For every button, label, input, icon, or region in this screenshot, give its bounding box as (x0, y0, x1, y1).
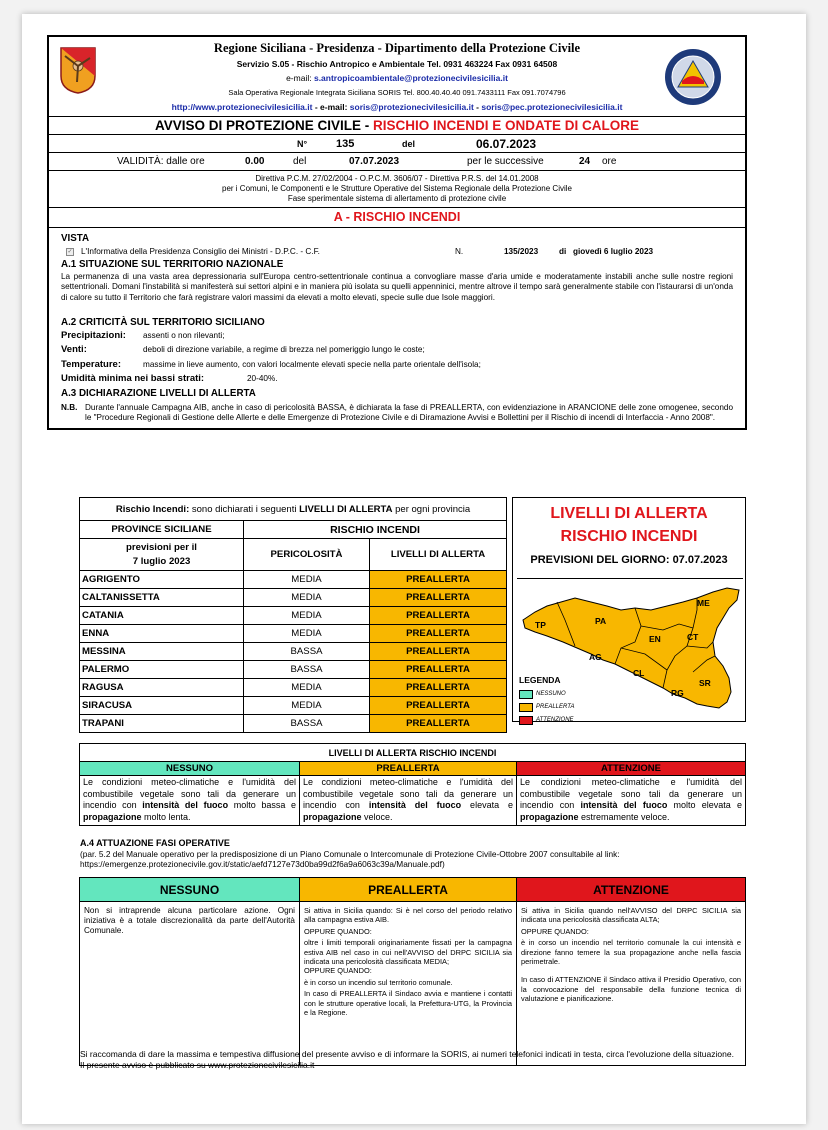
table-row (80, 643, 507, 661)
soris-email-link[interactable]: soris@protezionecivilesicilia.it (349, 102, 474, 112)
legend-swatch (519, 703, 533, 712)
a1-heading: A.1 SITUAZIONE SUL TERRITORIO NAZIONALE (61, 258, 284, 270)
legend-swatch (519, 716, 533, 725)
province-name: ENNA (80, 625, 244, 643)
alert-level: PREALLERTA (370, 607, 507, 625)
a4-heading: A.4 ATTUAZIONE FASI OPERATIVE (80, 838, 230, 848)
levels-box-subtitle: RISCHIO INCENDI (560, 528, 698, 545)
legend-item: ATTENZIONE (519, 714, 561, 727)
phase-attenzione-header: ATTENZIONE (517, 878, 746, 902)
province-name: PALERMO (80, 661, 244, 679)
danger-level: BASSA (244, 643, 370, 661)
alert-level: PREALLERTA (370, 661, 507, 679)
a1-text: La permanenza di una vasta area depressionaria sull'Europa centro-settentrionale continua a convogliare masse d'aria umide e moderatamente instabili anche sulle nostre regioni settentrionali. Domani l'instabilità si manifesterà sui settori alpini e in maniera più isolata su quelli appenninici, mentre altrove il tempo sarà generalmente stabile con l'istaurarsi di un'onda di calore su tutto il Territorio che farà registrare valori massimi da elevati a molto elevati, specie sulle due Isole maggiori. (61, 271, 733, 303)
a2-heading: A.2 CRITICITÀ SUL TERRITORIO SICILIANO (61, 316, 265, 328)
alert-level: PREALLERTA (370, 625, 507, 643)
level-header: PREALLERTA (300, 762, 517, 776)
map-legend: LEGENDA NESSUNO PREALLERTA ATTENZIONE (519, 675, 561, 727)
levels-table-title: LIVELLI DI ALLERTA RISCHIO INCENDI (80, 744, 746, 762)
nb-note: N.B. Durante l'annuale Campagna AIB, anche in caso di pericolosità BASSA, è dichiarata la fase di PREALLERTA, con evidenziazione in ARANCIONE delle zone omogenee, secondo le "Procedure Regionali di Gestione delle Allerte e delle Emergenze di Protezione Civile e di Diramazione Avvisi e Bollettini per il Rischio di incendi di Interfaccia - Anno 2008". (61, 402, 733, 423)
wind-row: Venti: deboli di direzione variabile, a regime di brezza nel pomeriggio lungo le coste; (61, 344, 425, 356)
contacts-line: http://www.protezionecivilesicilia.it - e-mail: soris@protezionecivilesicilia.it - soris@pec.protezionecivilesicilia.it (171, 102, 623, 112)
organization-name: Regione Siciliana - Presidenza - Dipartimento della Protezione Civile (213, 41, 581, 55)
province-name: SIRACUSA (80, 697, 244, 715)
province-name: RAGUSA (80, 679, 244, 697)
soris-line: Sala Operativa Regionale Integrata Siciliana SORIS Tel. 800.40.40.40 091.7433111 Fax 091.7074796 (228, 88, 566, 97)
directive-block: Direttiva P.C.M. 27/02/2004 - O.P.C.M. 3606/07 - Direttiva P.R.S. del 14.01.2008 per i Comuni, le Componenti e le Strutture Operative del Sistema Regionale della Protezione Civile Fase sperimentale sistema di allertamento di protezione civile (49, 171, 745, 208)
bulletin-title: AVVISO DI PROTEZIONE CIVILE - RISCHIO INCENDI E ONDATE DI CALORE (49, 117, 745, 135)
alert-levels-description-table (79, 743, 746, 826)
table-caption: Rischio Incendi: sono dichiarati i seguenti LIVELLI DI ALLERTA per ogni provincia (80, 498, 507, 521)
letterhead (49, 37, 745, 117)
level-description: Le condizioni meteo-climatiche e l'umidità del combustibile vegetale sono tali da generare un incendio con intensità del fuoco elevata e propagazione veloce. (300, 776, 517, 826)
alert-levels-map-box (512, 497, 746, 722)
province-map-label: AG (589, 652, 602, 662)
province-map-label: SR (699, 678, 711, 688)
service-line: Servizio S.05 - Rischio Antropico e Ambientale Tel. 0931 463224 Fax 0931 64508 (236, 59, 558, 69)
sicily-region-logo (59, 46, 97, 94)
danger-level: MEDIA (244, 679, 370, 697)
danger-level: BASSA (244, 715, 370, 733)
danger-level: BASSA (244, 661, 370, 679)
province-map-label: EN (649, 634, 661, 644)
section-a-body (49, 234, 745, 428)
alert-level: PREALLERTA (370, 715, 507, 733)
table-row (80, 715, 507, 733)
province-name: CALTANISSETTA (80, 589, 244, 607)
legend-item: NESSUNO (519, 688, 561, 701)
email-link[interactable]: s.antropicoambientale@protezionecivilesicilia.it (313, 73, 508, 83)
website-link[interactable]: http://www.protezionecivilesicilia.it (171, 102, 313, 112)
operational-phases-table (79, 877, 746, 1066)
level-header: ATTENZIONE (517, 762, 746, 776)
danger-level: MEDIA (244, 607, 370, 625)
danger-level: MEDIA (244, 589, 370, 607)
bulletin-number-row: N° 135 del 06.07.2023 (49, 135, 745, 153)
level-description: Le condizioni meteo-climatiche e l'umidità del combustibile vegetale sono tali da generare un incendio con intensità del fuoco molto bassa e propagazione molto lenta. (80, 776, 300, 826)
province-name: AGRIGENTO (80, 571, 244, 589)
alert-level: PREALLERTA (370, 697, 507, 715)
province-map-label: RG (671, 688, 684, 698)
vista-row: ✓ L'Informativa della Presidenza Consiglio dei Ministri - D.P.C. - C.F. N. 135/2023 di giovedì 6 luglio 2023 (67, 246, 654, 256)
phase-attenzione-text: Si attiva in Sicilia quando nell'AVVISO del DRPC SICILIA sia indicata una pericolosità classificata ALTA; OPPURE QUANDO: è in corso un incendio nel territorio comunale la cui intensità e direzione fanno temere la sua propagazione anche nella fascia perimetrale. In caso di ATTENZIONE il Sindaco attiva il Presidio Operativo, con la convocazione del responsabile della funzione tecnica di valutazione e pianificazione. (517, 902, 746, 1066)
civil-protection-seal (664, 48, 722, 106)
table-row (80, 571, 507, 589)
province-name: TRAPANI (80, 715, 244, 733)
manual-link[interactable]: https://emergenze.protezionecivile.gov.it/static/aefd7127e73d0ba99d2f6a9a6063c39a/Manuale.pdf) (80, 859, 445, 869)
checkbox-icon[interactable]: ✓ (67, 248, 73, 255)
vista-heading: VISTA (61, 233, 90, 244)
level-header: NESSUNO (80, 762, 300, 776)
bulletin-number: 135 (336, 138, 355, 150)
pec-email-link[interactable]: soris@pec.protezionecivilesicilia.it (481, 102, 623, 112)
level-description: Le condizioni meteo-climatiche e l'umidità del combustibile vegetale sono tali da generare un incendio con intensità del fuoco molto elevata e propagazione estremamente veloce. (517, 776, 746, 826)
legend-swatch (519, 690, 533, 699)
table-row (80, 589, 507, 607)
table-row (80, 697, 507, 715)
temperature-row: Temperature: massime in lieve aumento, con valori localmente elevati specie nella parte orientale dell'isola; (61, 358, 481, 370)
email-line: e-mail: s.antropicoambientale@protezionecivilesicilia.it (286, 73, 508, 83)
levels-box-title: LIVELLI DI ALLERTA (550, 505, 708, 522)
bulletin-frame (47, 35, 747, 430)
forecast-day: PREVISIONI DEL GIORNO: 07.07.2023 (530, 554, 728, 566)
province-name: CATANIA (80, 607, 244, 625)
validity-row: VALIDITÀ: dalle ore 0.00 del 07.07.2023 per le successive 24 ore (49, 153, 745, 171)
alert-level: PREALLERTA (370, 589, 507, 607)
province-map-label: TP (535, 620, 546, 630)
alert-level: PREALLERTA (370, 679, 507, 697)
phase-preallerta-text: Si attiva in Sicilia quando: Si è nel corso del periodo relativo alla campagna estiva AIB. OPPURE QUANDO: oltre i limiti temporali originariamente fissati per la campagna estiva AIB nel caso in cui nell'AVVISO del DRPC SICILIA sia indicata una pericolosità classificata MEDIA; OPPURE QUANDO: è in corso un incendio sul territorio comunale. In caso di PREALLERTA il Sindaco avvia e mantiene i contatti con le strutture operative locali, la Prefettura-UTG, la Provincia e la Regione. (300, 902, 517, 1066)
danger-level: MEDIA (244, 697, 370, 715)
province-alert-table: Rischio Incendi: sono dichiarati i seguenti LIVELLI DI ALLERTA per ogni provincia PROVINCE SICILIANE RISCHIO INCENDI previsioni per il 7 luglio 2023 PERICOLOSITÀ LIVELLI DI ALLERTA AGRIGENTO MEDIA PREALLERTA CALTANISSETTA MEDIA PREALLERTA CATANIA MEDIA PREALLERTA ENNA MEDIA PREALLERTA MESSINA BASSA PREALLERTA PALERMO BASSA PREALLERTA RAGUSA MEDIA PREALLERTA SIRACUSA MEDIA PREALLERTA TRAPANI BASSA PREALLERTA (79, 497, 507, 733)
phase-preallerta-header: PREALLERTA (300, 878, 517, 902)
table-row (80, 661, 507, 679)
province-map-label: CT (687, 632, 699, 642)
province-map-label: ME (697, 598, 710, 608)
alert-level: PREALLERTA (370, 571, 507, 589)
danger-level: MEDIA (244, 571, 370, 589)
table-row (80, 679, 507, 697)
table-row (80, 607, 507, 625)
phase-nessuno-text: Non si intraprende alcuna particolare azione. Ogni iniziativa è a totale discrezionalità da parte dell'Autorità Comunale. (80, 902, 300, 1066)
forecast-date-cell: previsioni per il 7 luglio 2023 (80, 539, 244, 571)
bulletin-date: 06.07.2023 (476, 137, 537, 151)
table-row (80, 625, 507, 643)
province-map-label: CL (633, 668, 645, 678)
province-name: MESSINA (80, 643, 244, 661)
legend-item: PREALLERTA (519, 701, 561, 714)
province-map-label: PA (595, 616, 607, 626)
precipitation-row: Precipitazioni: assenti o non rilevanti; (61, 329, 225, 341)
section-a-title: A - RISCHIO INCENDI (49, 208, 745, 228)
phase-nessuno-header: NESSUNO (80, 878, 300, 902)
footer-note: Si raccomanda di dare la massima e tempestiva diffusione del presente avviso e di informare la SORIS, ai numeri telefonici indicati in testa, circa l'evoluzione della situazione. Il presente avviso è pubblicato su www.protezionecivilesicilia.it (80, 1049, 734, 1070)
humidity-row: Umidità minima nei bassi strati: 20-40%. (61, 373, 278, 385)
a3-heading: A.3 DICHIARAZIONE LIVELLI DI ALLERTA (61, 387, 256, 399)
alert-level: PREALLERTA (370, 643, 507, 661)
a4-section: A.4 ATTUAZIONE FASI OPERATIVE (par. 5.2 del Manuale operativo per la predisposizione di un Piano Comunale o Intercomunale di Protezione Civile-Ottobre 2007 consultabile al link: https://emergenze.protezionecivile.gov.it/static/aefd7127e73d0ba99d2f6a9a6063c39a/Manuale.pdf) (80, 838, 746, 870)
danger-level: MEDIA (244, 625, 370, 643)
